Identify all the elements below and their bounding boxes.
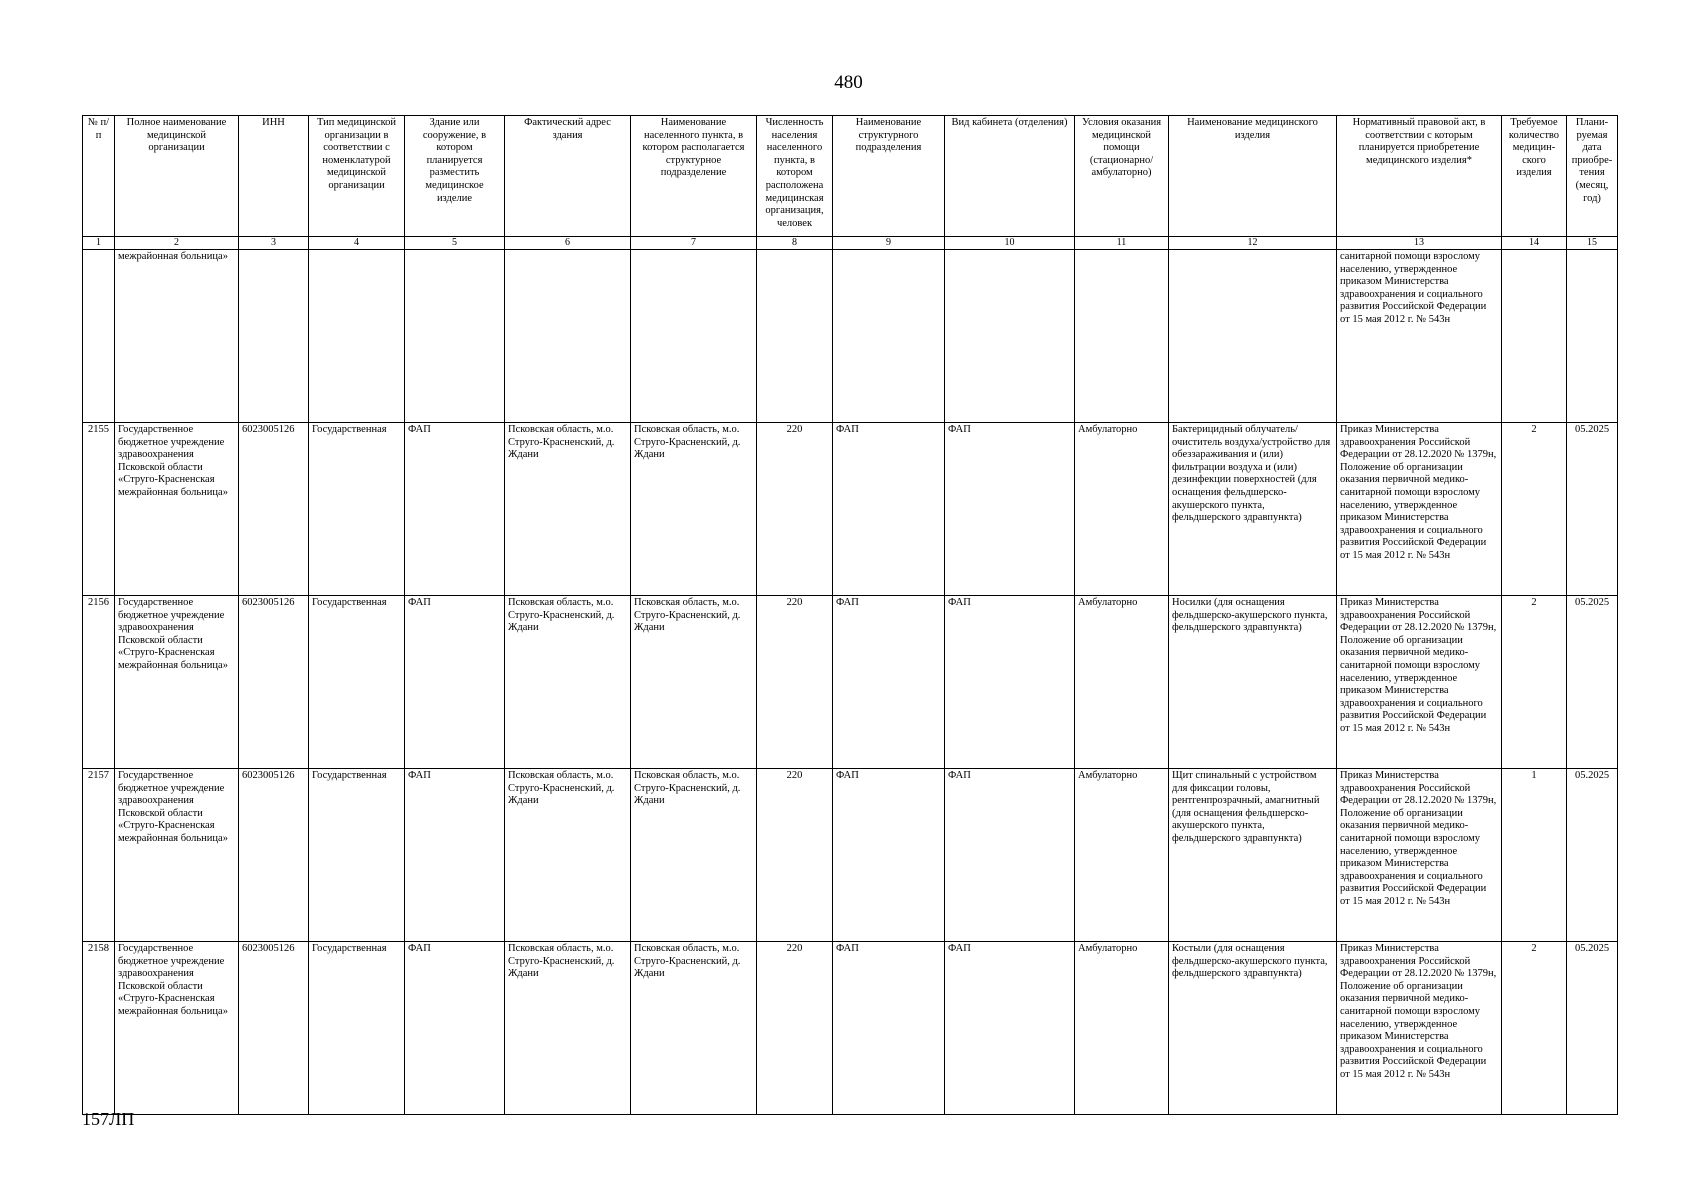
cell-device: Носилки (для оснащения фельдшерско-акушерского пункта, фельдшерского здравпункта) [1169, 596, 1337, 769]
cell-building: ФАП [405, 423, 505, 596]
col-header-num: № п/п [83, 116, 115, 237]
header-row [83, 116, 1618, 237]
cell-address: Псковская область, м.о. Струго-Красненский, д. Ждани [505, 769, 631, 942]
cell-act: Приказ Министерства здравоохранения Российской Федерации от 28.12.2020 № 1379н, Положение об организации оказания первичной медико-санитарной помощи взрослому населению, утвержденное приказом Министерства здравоохранения и социального развития Российской Федерации от 15 мая 2012 г. № 543н [1337, 769, 1502, 942]
cell-num: 2158 [83, 942, 115, 1115]
table-row [83, 423, 1618, 596]
cell-type: Государственная [309, 942, 405, 1115]
cell-qty: 2 [1502, 423, 1567, 596]
cell-act: санитарной помощи взрослому населению, утвержденное приказом Министерства здравоохранения и социального развития Российской Федерации от 15 мая 2012 г. № 543н [1337, 250, 1502, 423]
cell-date: 05.2025 [1567, 769, 1618, 942]
col-header-unit: Наименование структурного подразделения [833, 116, 945, 237]
cell-locality: Псковская область, м.о. Струго-Красненский, д. Ждани [631, 942, 757, 1115]
cell-conditions: Амбулаторно [1075, 942, 1169, 1115]
cell-inn: 6023005126 [239, 596, 309, 769]
cell-unit: ФАП [833, 596, 945, 769]
cell-org: Государственное бюджетное учреждение здравоохранения Псковской области «Струго-Красненская межрайонная больница» [115, 769, 239, 942]
cell-num: 2157 [83, 769, 115, 942]
cell-type: Государственная [309, 769, 405, 942]
cell-num: 2155 [83, 423, 115, 596]
col-number: 2 [115, 237, 239, 250]
cell-org: Государственное бюджетное учреждение здравоохранения Псковской области «Струго-Красненская межрайонная больница» [115, 942, 239, 1115]
col-header-conditions: Условия оказания медицинской помощи (стационарно/ амбулаторно) [1075, 116, 1169, 237]
cell-locality: Псковская область, м.о. Струго-Красненский, д. Ждани [631, 423, 757, 596]
table-row [83, 596, 1618, 769]
page-number: 480 [834, 72, 863, 93]
cell-building: ФАП [405, 596, 505, 769]
col-number: 12 [1169, 237, 1337, 250]
column-number-row [83, 237, 1618, 250]
col-number: 13 [1337, 237, 1502, 250]
col-number: 4 [309, 237, 405, 250]
cell-conditions: Амбулаторно [1075, 596, 1169, 769]
footer-code: 157ЛП [82, 1109, 135, 1129]
table-row [83, 942, 1618, 1115]
cell-cabinet: ФАП [945, 769, 1075, 942]
cell-population: 220 [757, 423, 833, 596]
cell-org: Государственное бюджетное учреждение здравоохранения Псковской области «Струго-Красненская межрайонная больница» [115, 596, 239, 769]
col-header-device: Наименование медицинского изделия [1169, 116, 1337, 237]
col-header-building: Здание или сооружение, в котором планируется разместить медицинское изделие [405, 116, 505, 237]
cell-org: Государственное бюджетное учреждение здравоохранения Псковской области «Струго-Красненская межрайонная больница» [115, 423, 239, 596]
cell-locality: Псковская область, м.о. Струго-Красненский, д. Ждани [631, 596, 757, 769]
cell-unit: ФАП [833, 423, 945, 596]
col-header-act: Нормативный правовой акт, в соответствии с которым планируется приобретение медицинского изделия* [1337, 116, 1502, 237]
col-number: 15 [1567, 237, 1618, 250]
col-header-org: Полное наименование медицинской организации [115, 116, 239, 237]
cell-cabinet: ФАП [945, 942, 1075, 1115]
col-number: 10 [945, 237, 1075, 250]
cell-date: 05.2025 [1567, 942, 1618, 1115]
cell-inn: 6023005126 [239, 942, 309, 1115]
col-number: 7 [631, 237, 757, 250]
cell-population: 220 [757, 596, 833, 769]
continuation-row [83, 250, 1618, 423]
col-header-address: Фактический адрес здания [505, 116, 631, 237]
col-number: 14 [1502, 237, 1567, 250]
col-number: 3 [239, 237, 309, 250]
cell-address: Псковская область, м.о. Струго-Красненский, д. Ждани [505, 942, 631, 1115]
col-header-inn: ИНН [239, 116, 309, 237]
cell-population: 220 [757, 769, 833, 942]
cell-num: 2156 [83, 596, 115, 769]
equipment-table [82, 115, 1618, 1115]
col-header-date: Плани-руемая дата приобре-тения (месяц, год) [1567, 116, 1618, 237]
cell-device: Бактерицидный облучатель/очиститель воздуха/устройство для обеззараживания и (или) фильтрации воздуха и (или) дезинфекции поверхностей (для оснащения фельдшерско-акушерского пункта, фельдшерского здравпункта) [1169, 423, 1337, 596]
col-header-qty: Требуемое количество медицин-ского изделия [1502, 116, 1567, 237]
cell-building: ФАП [405, 942, 505, 1115]
col-header-type: Тип медицинской организации в соответствии с номенклатурой медицинской организации [309, 116, 405, 237]
table-row [83, 769, 1618, 942]
cell-type: Государственная [309, 596, 405, 769]
cell-qty: 2 [1502, 942, 1567, 1115]
cell-locality: Псковская область, м.о. Струго-Красненский, д. Ждани [631, 769, 757, 942]
cell-unit: ФАП [833, 769, 945, 942]
cell-org: межрайонная больница» [115, 250, 239, 423]
col-number: 5 [405, 237, 505, 250]
cell-act: Приказ Министерства здравоохранения Российской Федерации от 28.12.2020 № 1379н, Положение об организации оказания первичной медико-санитарной помощи взрослому населению, утвержденное приказом Министерства здравоохранения и социального развития Российской Федерации от 15 мая 2012 г. № 543н [1337, 942, 1502, 1115]
cell-building: ФАП [405, 769, 505, 942]
cell-act: Приказ Министерства здравоохранения Российской Федерации от 28.12.2020 № 1379н, Положение об организации оказания первичной медико-санитарной помощи взрослому населению, утвержденное приказом Министерства здравоохранения и социального развития Российской Федерации от 15 мая 2012 г. № 543н [1337, 423, 1502, 596]
cell-act: Приказ Министерства здравоохранения Российской Федерации от 28.12.2020 № 1379н, Положение об организации оказания первичной медико-санитарной помощи взрослому населению, утвержденное приказом Министерства здравоохранения и социального развития Российской Федерации от 15 мая 2012 г. № 543н [1337, 596, 1502, 769]
cell-qty: 2 [1502, 596, 1567, 769]
col-header-locality: Наименование населенного пункта, в котором располагается структурное подразделение [631, 116, 757, 237]
cell-population: 220 [757, 942, 833, 1115]
col-header-population: Численность населения населенного пункта, в котором расположена медицинская организация, человек [757, 116, 833, 237]
cell-address: Псковская область, м.о. Струго-Красненский, д. Ждани [505, 596, 631, 769]
cell-inn: 6023005126 [239, 423, 309, 596]
cell-date: 05.2025 [1567, 423, 1618, 596]
col-number: 8 [757, 237, 833, 250]
cell-conditions: Амбулаторно [1075, 769, 1169, 942]
cell-address: Псковская область, м.о. Струго-Красненский, д. Ждани [505, 423, 631, 596]
cell-unit: ФАП [833, 942, 945, 1115]
col-number: 6 [505, 237, 631, 250]
cell-device: Костыли (для оснащения фельдшерско-акушерского пункта, фельдшерского здравпункта) [1169, 942, 1337, 1115]
cell-inn: 6023005126 [239, 769, 309, 942]
col-number: 1 [83, 237, 115, 250]
col-number: 11 [1075, 237, 1169, 250]
cell-qty: 1 [1502, 769, 1567, 942]
cell-cabinet: ФАП [945, 423, 1075, 596]
cell-cabinet: ФАП [945, 596, 1075, 769]
cell-date: 05.2025 [1567, 596, 1618, 769]
cell-type: Государственная [309, 423, 405, 596]
col-number: 9 [833, 237, 945, 250]
cell-device: Щит спинальный с устройством для фиксации головы, рентгенпрозрачный, амагнитный (для оснащения фельдшерско-акушерского пункта, фельдшерского здравпункта) [1169, 769, 1337, 942]
col-header-cabinet: Вид кабинета (отделения) [945, 116, 1075, 237]
cell-conditions: Амбулаторно [1075, 423, 1169, 596]
